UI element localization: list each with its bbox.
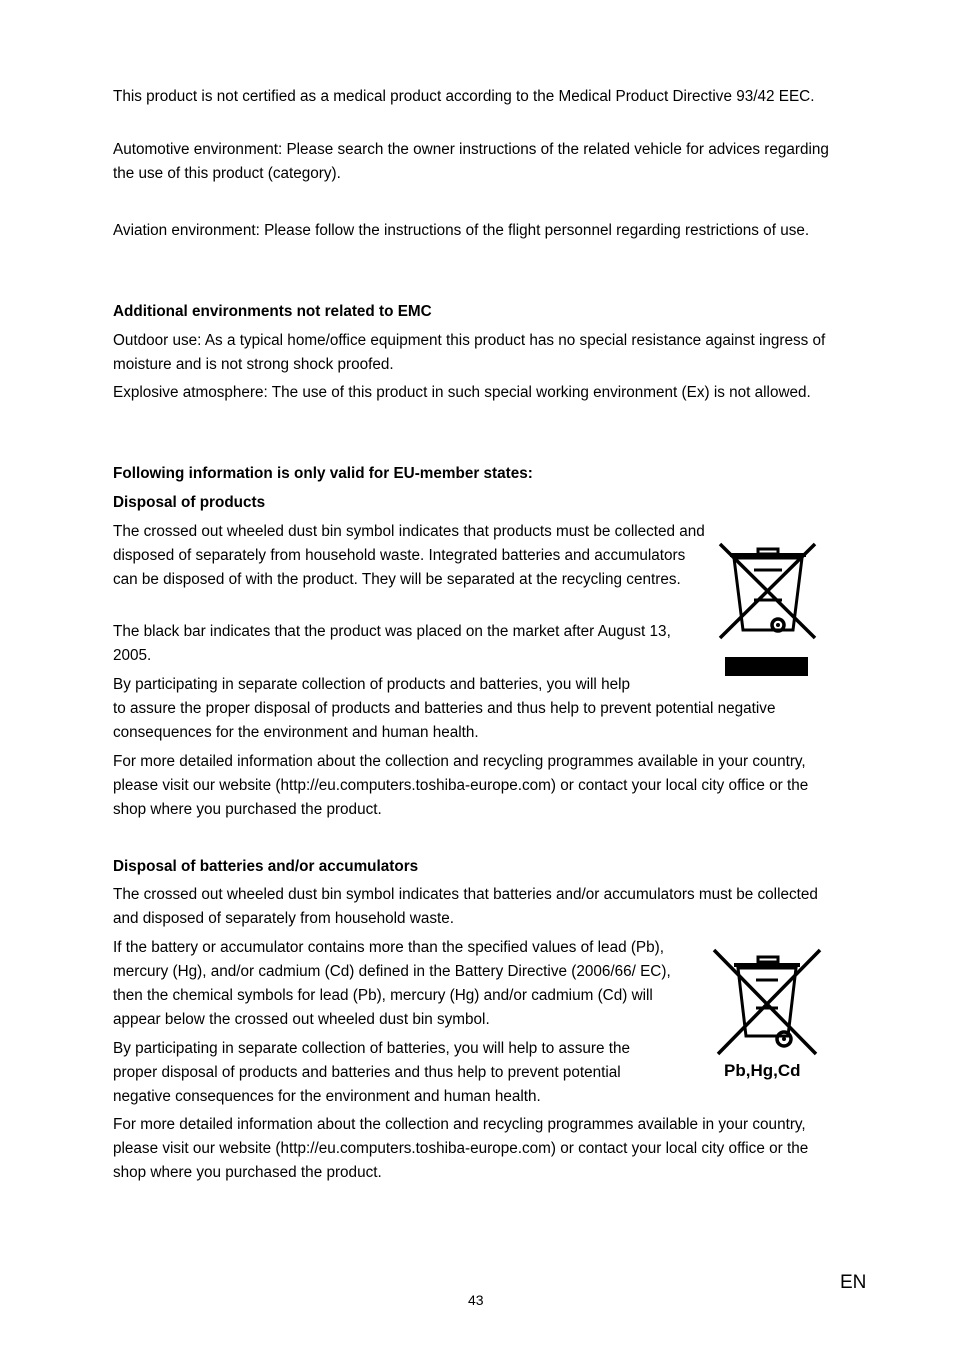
crossed-bin-products-paragraph: The crossed out wheeled dust bin symbol indicates that products must be collected and disposed of separately from household waste. Integrated batteries and accumulators can be disposed of with the product. They will be separated at the recycling centres. [113,523,705,588]
page-number: 43 [468,1292,484,1308]
language-code: EN [840,1272,867,1293]
participating-batteries-paragraph: By participating in separate collection of batteries, you will help to assure the proper disposal of products and batteries and thus help to prevent potential negative consequences for the environment and human health. [113,1040,630,1105]
chemical-symbols-label: Pb,Hg,Cd [724,1061,801,1080]
participating-products-line2: to assure the proper disposal of products and batteries and thus help to prevent potential negative consequences for the environment and human health. [113,700,776,741]
automotive-paragraph: Automotive environment: Please search the owner instructions of the related vehicle for advices regarding the use of this product (category). [113,141,829,182]
batteries-more-info-paragraph: For more detailed information about the collection and recycling programmes available in your country, please visit our website (http://eu.computers.toshiba-europe.com) or contact your local city office or the shop where you purchased the product. [113,1116,809,1181]
outdoor-use-paragraph: Outdoor use: As a typical home/office equipment this product has no special resistance against ingress of moisture and is not strong shock proofed. [113,332,826,373]
additional-environments-heading: Additional environments not related to EMC [113,303,432,320]
disposal-of-products-heading: Disposal of products [113,494,266,511]
participating-products-line1: By participating in separate collection of products and batteries, you will help [113,676,630,693]
crossed-wheeled-bin-battery-icon [710,948,826,1058]
battery-chemicals-paragraph: If the battery or accumulator contains more than the specified values of lead (Pb), mercury (Hg), and/or cadmium (Cd) defined in the Battery Directive (2006/66/ EC), then the chemical symbols for lead (Pb), mercury (Hg) and/or cadmium (Cd) will appear below the crossed out wheeled dust bin symbol. [113,939,671,1028]
black-bar-paragraph: The black bar indicates that the product was placed on the market after August 13, 2005. [113,623,671,664]
aviation-paragraph: Aviation environment: Please follow the instructions of the flight personnel regarding restrictions of use. [113,222,810,239]
eu-member-states-heading: Following information is only valid for EU-member states: [113,465,533,482]
disposal-of-batteries-heading: Disposal of batteries and/or accumulators [113,858,419,875]
crossed-bin-batteries-paragraph: The crossed out wheeled dust bin symbol indicates that batteries and/or accumulators must be collected and disposed of separately from household waste. [113,886,818,927]
crossed-wheeled-bin-icon [716,540,820,678]
medical-directive-paragraph: This product is not certified as a medical product according to the Medical Product Directive 93/42 EEC. [113,88,815,105]
explosive-atmosphere-paragraph: Explosive atmosphere: The use of this product in such special working environment (Ex) is not allowed. [113,384,811,401]
products-more-info-paragraph: For more detailed information about the collection and recycling programmes available in your country, please visit our website (http://eu.computers.toshiba-europe.com) or contact your local city office or the shop where you purchased the product. [113,753,809,818]
